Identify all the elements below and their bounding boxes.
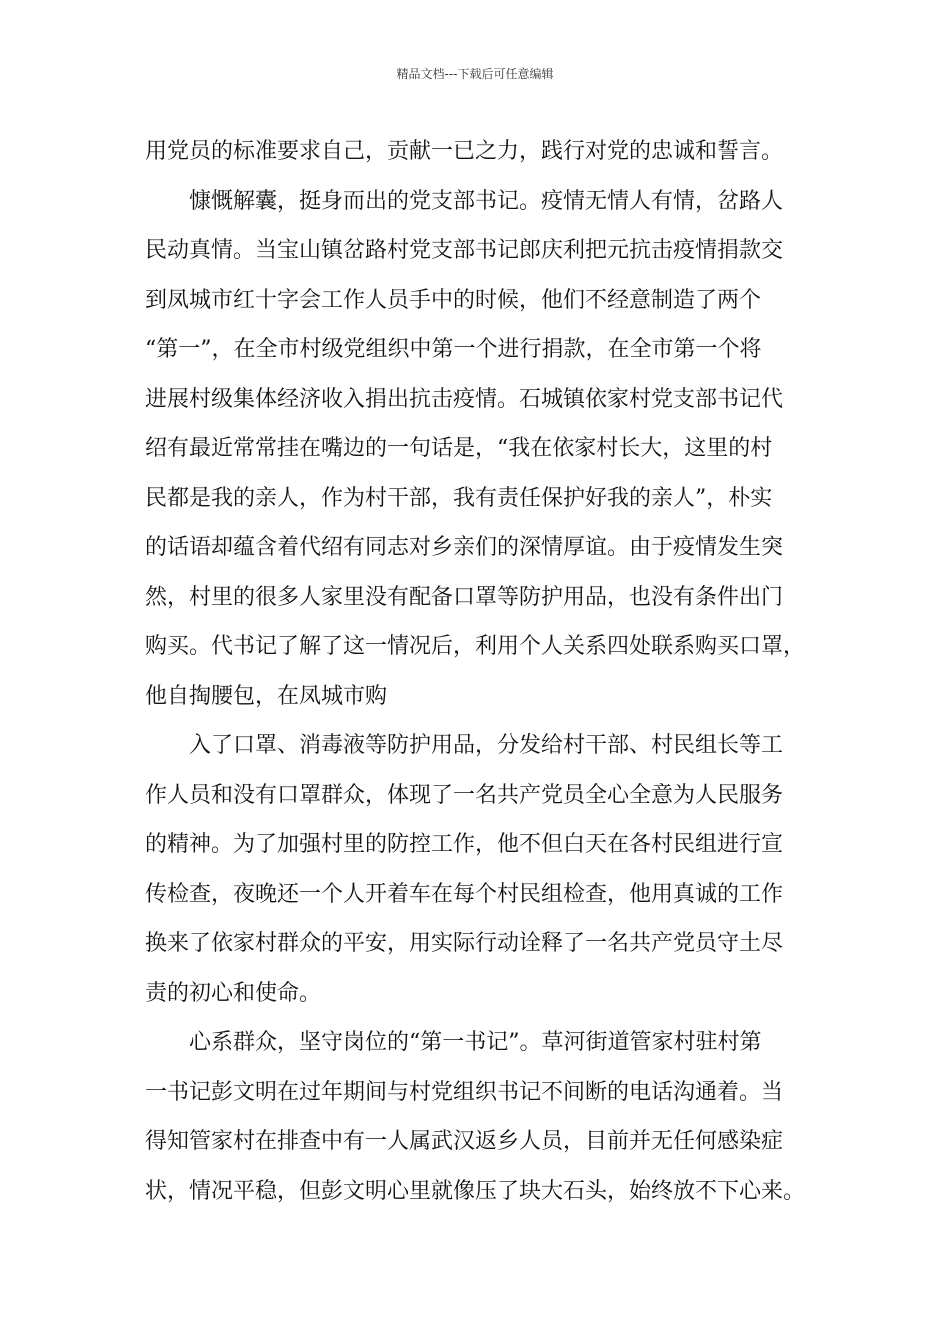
text-line: 民动真情。当宝山镇岔路村党支部书记郎庆利把元抗击疫情捐款交: [145, 238, 784, 263]
paragraph-start-line: 入了口罩、消毒液等防护用品，分发给村干部、村民组长等工: [189, 733, 784, 758]
paragraph-start-line: 慷慨解囊，挺身而出的党支部书记。疫情无情人有情，岔路人: [189, 188, 784, 214]
text-line: 的精神。为了加强村里的防控工作，他不但白天在各村民组进行宣: [145, 832, 784, 857]
text-line: “第一”，在全市村级党组织中第一个进行捐款，在全市第一个将: [145, 337, 762, 362]
text-line: 责的初心和使命。: [145, 980, 322, 1006]
text-line: 然，村里的很多人家里没有配备口罩等防护用品，也没有条件出门: [145, 584, 784, 610]
text-line: 一书记彭文明在过年期间与村党组织书记不间断的电话沟通着。当: [145, 1079, 784, 1105]
text-line: 绍有最近常常挂在嘴边的一句话是，“我在依家村长大，这里的村: [145, 436, 773, 461]
text-line: 作人员和没有口罩群众，体现了一名共产党员全心全意为人民服务: [145, 782, 784, 808]
text-line: 民都是我的亲人，作为村干部，我有责任保护好我的亲人”，朴实: [145, 485, 773, 511]
text-line: 用党员的标准要求自己，贡献一已之力，践行对党的忠诚和誓言。: [145, 139, 784, 164]
text-line: 换来了依家村群众的平安，用实际行动诠释了一名共产党员守土尽: [145, 931, 784, 956]
text-line: 到凤城市红十字会工作人员手中的时候，他们不经意制造了两个: [145, 287, 762, 313]
text-line: 传检查，夜晚还一个人开着车在每个村民组检查，他用真诚的工作: [145, 881, 784, 907]
paragraph-start-line: 心系群众，坚守岗位的“第一书记”。草河街道管家村驻村第: [189, 1030, 762, 1055]
page-header: 精品文档---下载后可任意编辑: [396, 67, 554, 81]
text-line: 得知管家村在排查中有一人属武汉返乡人员，目前并无任何感染症: [145, 1129, 784, 1154]
text-line: 他自掏腰包，在凤城市购: [145, 683, 388, 709]
text-line: 购买。代书记了解了这一情况后，利用个人关系四处联系购买口罩，: [145, 634, 806, 659]
document-body: [145, 132, 825, 1221]
text-line: 的话语却蕴含着代绍有同志对乡亲们的深情厚谊。由于疫情发生突: [145, 535, 784, 560]
text-line: 进展村级集体经济收入捐出抗击疫情。石城镇依家村党支部书记代: [145, 386, 784, 412]
text-line: 状，情况平稳，但彭文明心里就像压了块大石头，始终放不下心来。: [145, 1178, 806, 1204]
